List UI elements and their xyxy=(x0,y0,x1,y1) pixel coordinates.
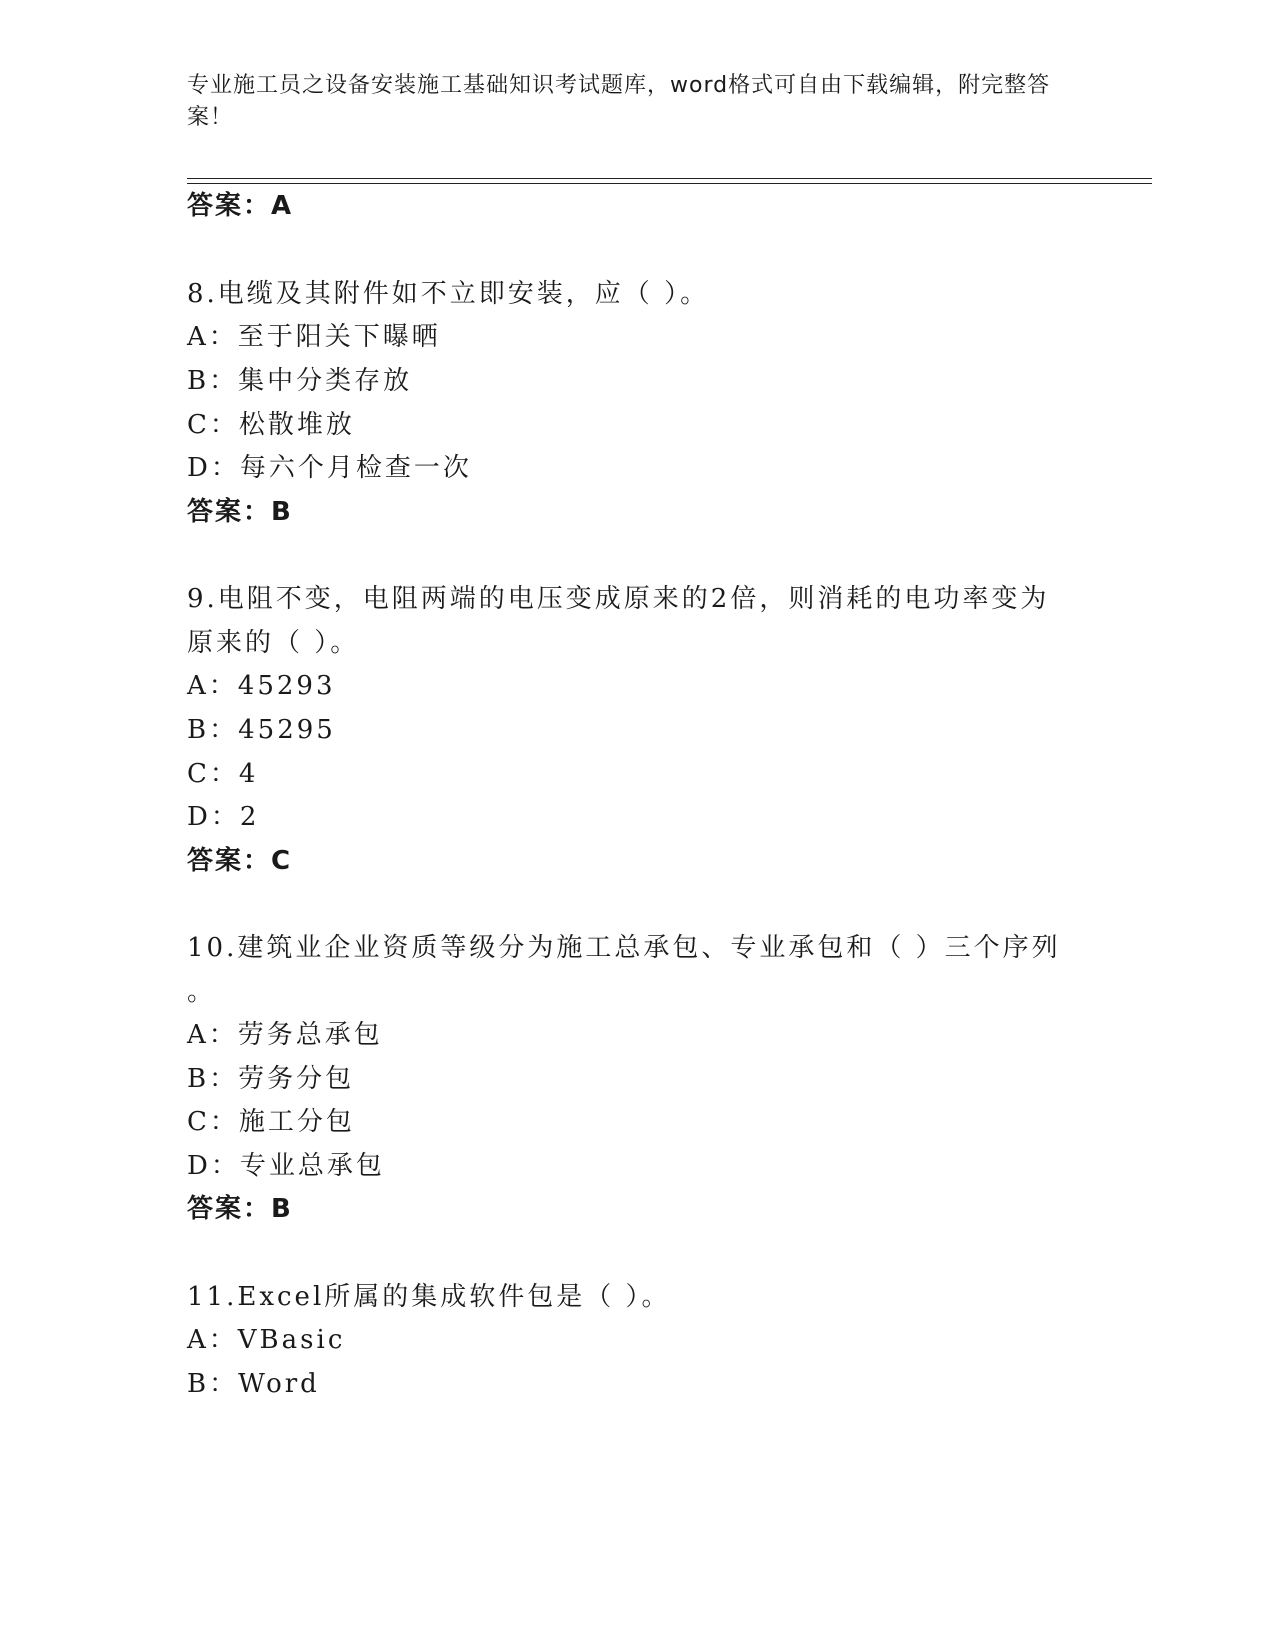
question-10-option-c: C：施工分包 xyxy=(187,1107,355,1137)
question-10-stem-line-2: 。 xyxy=(187,977,217,1007)
question-8-option-c: C：松散堆放 xyxy=(187,410,355,440)
question-10-option-a: A：劳务总承包 xyxy=(187,1020,383,1050)
question-11-option-a: A：VBasic xyxy=(187,1325,346,1355)
question-11-stem: 11.Excel所属的集成软件包是（ ）。 xyxy=(187,1282,671,1312)
question-10-answer: 答案：B xyxy=(187,1194,293,1224)
question-8-option-b: B：集中分类存放 xyxy=(187,366,413,396)
question-9-option-b: B：45295 xyxy=(187,715,336,745)
question-8-option-a: A：至于阳关下曝晒 xyxy=(187,322,441,352)
question-10-stem-line-1: 10.建筑业企业资质等级分为施工总承包、专业承包和（ ）三个序列 xyxy=(187,933,1061,963)
question-10-option-d: D：专业总承包 xyxy=(187,1151,385,1181)
question-11-option-b: B：Word xyxy=(187,1369,320,1399)
question-8-option-d: D：每六个月检查一次 xyxy=(187,453,472,483)
question-10-option-b: B：劳务分包 xyxy=(187,1064,355,1094)
question-9-option-d: D：2 xyxy=(187,802,260,832)
previous-answer: 答案：A xyxy=(187,191,294,221)
question-9-stem-line-1: 9.电阻不变，电阻两端的电压变成原来的2倍，则消耗的电功率变为 xyxy=(187,584,1050,614)
header-rule-top xyxy=(187,178,1152,179)
question-8-stem: 8.电缆及其附件如不立即安装，应（ ）。 xyxy=(187,279,710,309)
document-header: 专业施工员之设备安装施工基础知识考试题库，word格式可自由下载编辑，附完整答案！ xyxy=(187,73,1051,130)
question-8-answer: 答案：B xyxy=(187,497,293,527)
question-9-option-c: C：4 xyxy=(187,759,259,789)
question-9-answer: 答案：C xyxy=(187,846,293,876)
question-9-option-a: A：45293 xyxy=(187,671,336,701)
question-9-stem-line-2: 原来的（ ）。 xyxy=(187,628,360,658)
header-rule-bottom xyxy=(187,183,1152,184)
